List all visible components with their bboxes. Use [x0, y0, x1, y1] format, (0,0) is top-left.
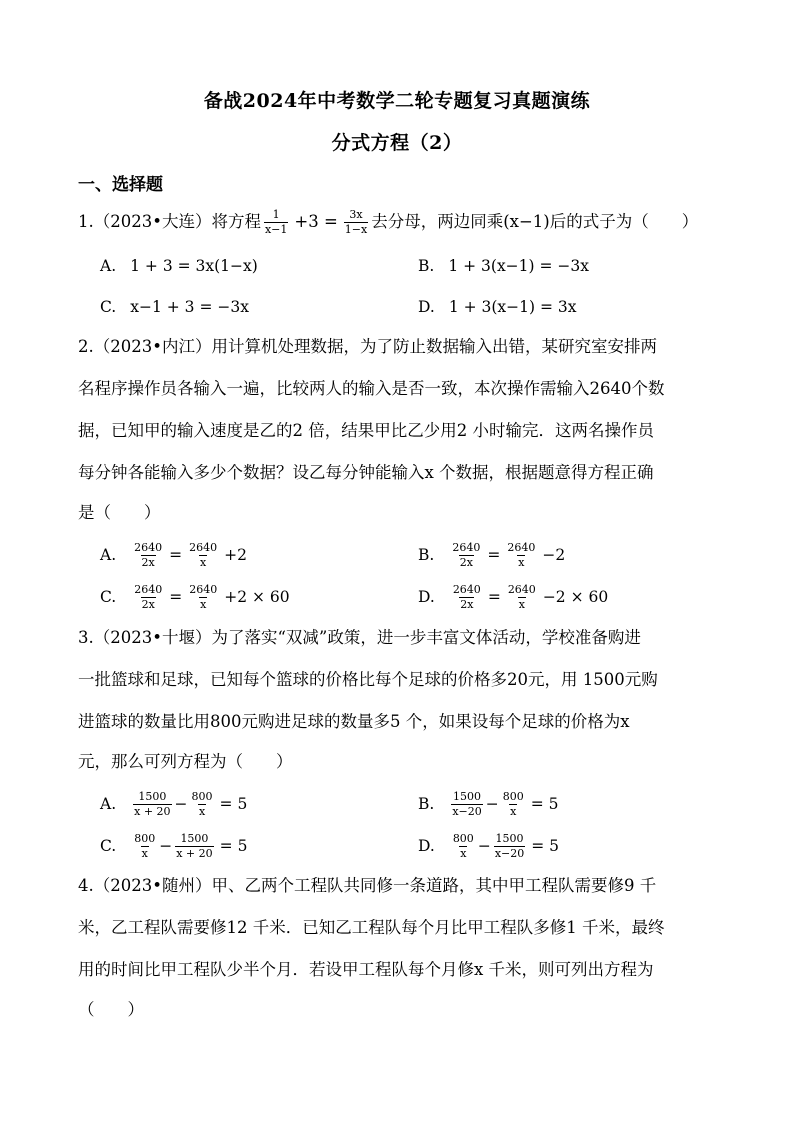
q2-stem-line: 是（ ）: [78, 503, 161, 522]
q2-option-b: B. $\frac{2640}{2x}$ = $\frac{2640}{x}$ −2: [418, 540, 566, 569]
q1-option-d: D. 1 + 3(x−1) = 3x: [418, 298, 577, 316]
q2-option-c: C. $\frac{2640}{2x}$ = $\frac{2640}{x}$ +2 × 60: [100, 582, 290, 611]
q1-mid: +3 =: [294, 212, 338, 231]
q1-option-c: C. x−1 + 3 = −3x: [100, 298, 249, 316]
section-heading: 一、选择题: [78, 175, 163, 195]
q3-stem-line: 一批篮球和足球，已知每个篮球的价格比每个足球的价格多20元，用 1500元购: [78, 670, 658, 689]
q3-stem-line: 元，那么可列方程为（ ）: [78, 752, 293, 771]
q3-option-d: D. $\frac{800}{x}$ − $\frac{1500}{x-20}$ = 5: [418, 831, 560, 860]
q3-stem-line: 3.（2023•十堰）为了落实“双减”政策，进一步丰富文体活动，学校准备购进: [78, 628, 641, 647]
document-title: 备战2024年中考数学二轮专题复习真题演练: [203, 90, 591, 112]
q1-suffix: 去分母，两边同乘(x−1)后的式子为（ ）: [371, 212, 699, 231]
question-1-stem: [78, 204, 738, 240]
document-subtitle: 分式方程（2）: [331, 132, 463, 154]
q2-stem-line: 名程序操作员各输入一遍，比较两人的输入是否一致，本次操作需输入2640个数: [78, 379, 665, 398]
q3-option-b: B. $\frac{1500}{x-20}$ − $\frac{800}{x}$ = 5: [418, 789, 559, 818]
q2-stem-line: 据，已知甲的输入速度是乙的2 倍，结果甲比乙少用2 小时输完．这两名操作员: [78, 421, 654, 440]
q1-option-b: B. 1 + 3(x−1) = −3x: [418, 257, 590, 275]
q3-option-a: A. $\frac{1500}{x + 20}$ − $\frac{800}{x}$ = 5: [100, 789, 248, 818]
q4-stem-line: （ ）: [78, 1000, 144, 1019]
q1-prefix: 1.（2023•大连）将方程: [78, 212, 261, 231]
q2-stem-line: 每分钟各能输入多少个数据？设乙每分钟能输入x 个数据，根据题意得方程正确: [78, 463, 654, 482]
q3-option-c: C. $\frac{800}{x}$ − $\frac{1500}{x + 20}$ = 5: [100, 831, 248, 860]
q2-option-d: D. $\frac{2640}{2x}$ = $\frac{2640}{x}$ −2 × 60: [418, 582, 609, 611]
q4-stem-line: 用的时间比甲工程队少半个月．若设甲工程队每个月修x 千米，则可列出方程为: [78, 960, 654, 979]
q1-option-a: A. 1 + 3 = 3x(1−x): [100, 257, 258, 275]
q3-stem-line: 进篮球的数量比用800元购进足球的数量多5 个，如果设每个足球的价格为x: [78, 712, 630, 731]
q4-stem-line: 米，乙工程队需要修12 千米．已知乙工程队每个月比甲工程队多修1 千米，最终: [78, 918, 665, 937]
q2-stem-line: 2.（2023•内江）用计算机处理数据，为了防止数据输入出错，某研究室安排两: [78, 337, 657, 356]
q1-fraction-left: $\frac{1}{x-1}$: [264, 207, 288, 236]
q2-option-a: A. $\frac{2640}{2x}$ = $\frac{2640}{x}$ +2: [100, 540, 247, 569]
q1-fraction-right: $\frac{3x}{1-x}$: [344, 207, 368, 236]
q4-stem-line: 4.（2023•随州）甲、乙两个工程队共同修一条道路，其中甲工程队需要修9 千: [78, 876, 657, 895]
